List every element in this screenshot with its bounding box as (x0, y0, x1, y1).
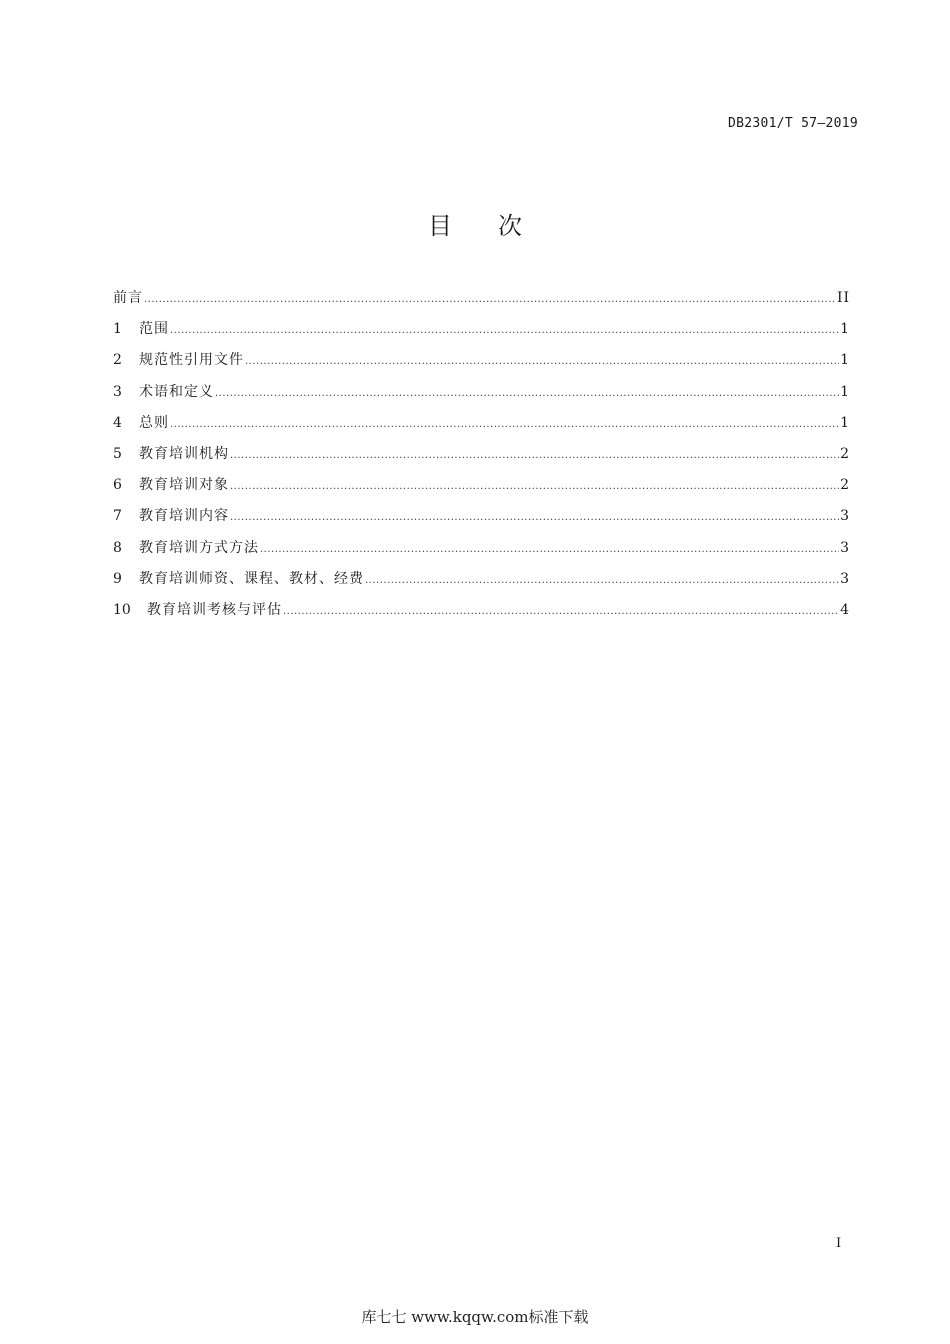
toc-entry-text: 范围 (139, 321, 169, 338)
toc-leader-dots (170, 325, 839, 336)
toc-leader-dots (230, 512, 839, 523)
toc-entry-6[interactable] (113, 474, 850, 505)
toc-entry-page: 2 (840, 445, 850, 462)
toc-entry-5[interactable] (113, 443, 850, 474)
toc-entry-page: 4 (840, 601, 850, 618)
page-number: I (836, 1236, 842, 1251)
toc-entry-text: 教育培训机构 (139, 445, 229, 462)
toc-leader-dots (283, 606, 839, 617)
toc-entry-text: 教育培训对象 (139, 477, 229, 494)
toc-entry-page: 1 (840, 414, 850, 431)
toc-entry-page: II (836, 290, 850, 306)
toc-entry-text: 术语和定义 (139, 383, 214, 400)
toc-entry-4[interactable] (113, 412, 850, 443)
toc-entry-1[interactable] (113, 318, 850, 349)
toc-entry-page: 3 (840, 570, 850, 587)
toc-leader-dots (260, 544, 839, 555)
toc-entry-number: 3 (113, 383, 122, 400)
toc-entry-page: 3 (840, 508, 850, 525)
toc-entry-number: 6 (113, 477, 122, 494)
toc-entry-2[interactable] (113, 349, 850, 380)
toc-entry-7[interactable] (113, 505, 850, 536)
document-code: DB2301/T 57—2019 (727, 116, 858, 131)
toc-entry-number: 1 (113, 321, 122, 338)
toc-entry-number: 4 (113, 414, 122, 431)
toc-entry-page: 1 (840, 321, 850, 338)
toc-entry-number: 10 (113, 601, 131, 618)
toc-entry-page: 2 (840, 477, 850, 494)
toc-entry-number: 5 (113, 445, 122, 462)
toc-leader-dots (144, 294, 836, 305)
toc-entry-foreword[interactable] (113, 287, 850, 318)
toc-entry-text: 规范性引用文件 (139, 352, 244, 369)
toc-leader-dots (170, 419, 839, 430)
toc-leader-dots (215, 388, 839, 399)
toc-leader-dots (230, 450, 839, 461)
toc-entry-number: 2 (113, 352, 122, 369)
toc-entry-page: 3 (840, 539, 850, 556)
toc-leader-dots (230, 481, 839, 492)
toc-entry-text: 教育培训内容 (139, 508, 229, 525)
toc-entry-page: 1 (840, 383, 850, 400)
toc-entry-10[interactable] (113, 599, 850, 630)
toc-entry-number: 7 (113, 508, 122, 525)
toc-title: 目次 (428, 212, 568, 240)
toc-entry-text: 教育培训师资、课程、教材、经费 (139, 570, 364, 587)
toc-entry-text: 前言 (113, 290, 143, 306)
toc-leader-dots (245, 356, 839, 367)
toc-entry-3[interactable] (113, 381, 850, 412)
watermark-text: 库七七 www.kqqw.com标准下载 (361, 1308, 589, 1326)
toc-entry-8[interactable] (113, 537, 850, 568)
toc-leader-dots (365, 575, 839, 586)
toc-entry-text: 教育培训考核与评估 (147, 601, 282, 618)
toc-entry-text: 总则 (139, 414, 169, 431)
toc-entry-text: 教育培训方式方法 (139, 539, 259, 556)
toc-list (113, 287, 850, 630)
toc-entry-9[interactable] (113, 568, 850, 599)
toc-entry-page: 1 (840, 352, 850, 369)
toc-entry-number: 9 (113, 570, 122, 587)
toc-entry-number: 8 (113, 539, 122, 556)
